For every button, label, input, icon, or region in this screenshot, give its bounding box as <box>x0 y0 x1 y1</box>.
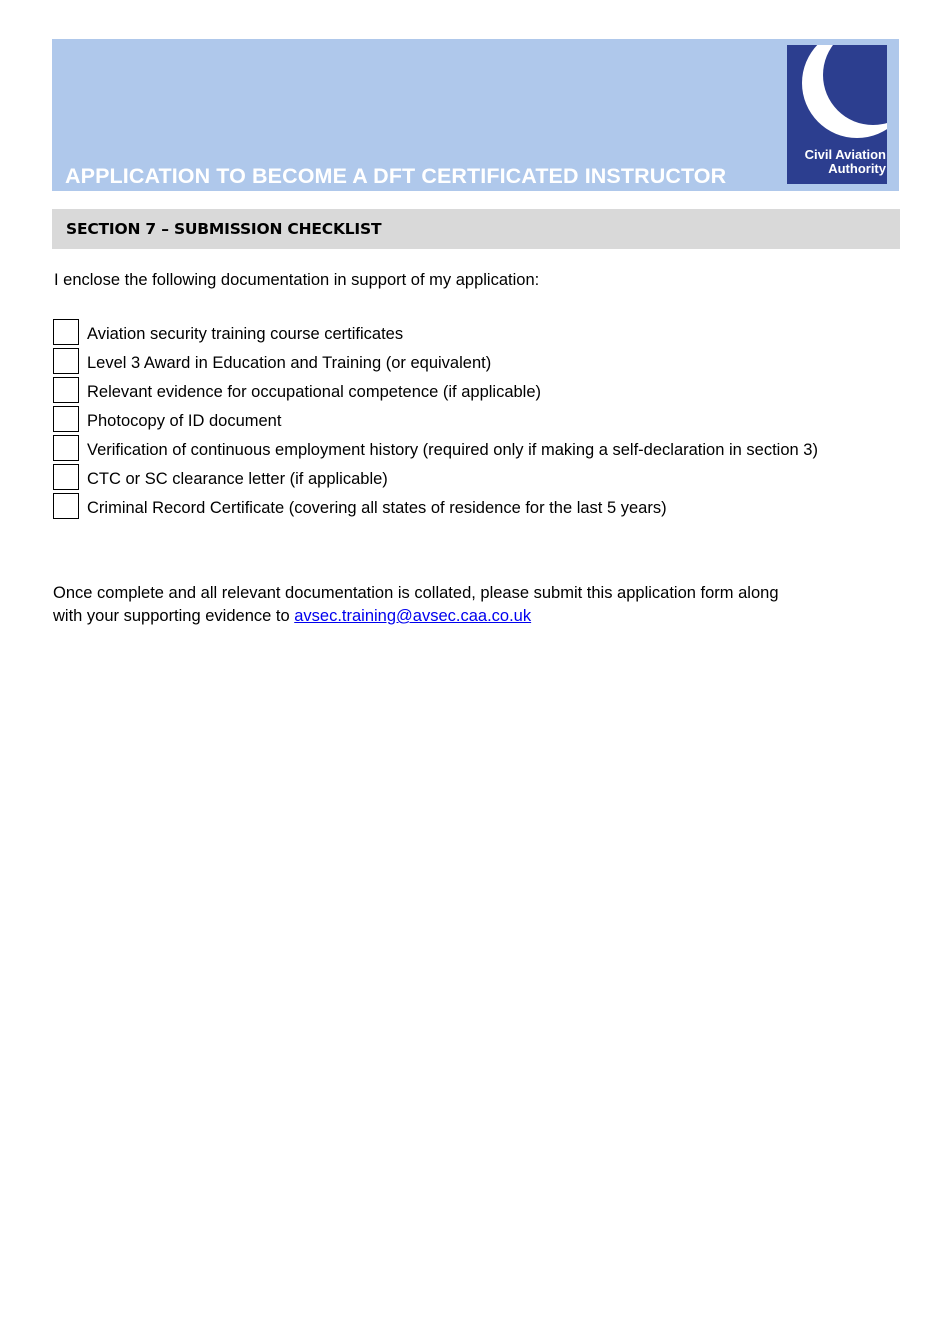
checklist-item-label: Photocopy of ID document <box>87 412 282 430</box>
checklist-item <box>52 347 932 376</box>
checkbox[interactable] <box>53 319 79 345</box>
closing-line-2-prefix: with your supporting evidence to <box>53 607 295 625</box>
header-banner <box>52 39 899 191</box>
checklist-item <box>52 434 932 463</box>
section-header <box>52 209 900 249</box>
email-link[interactable]: avsec.training@avsec.caa.co.uk <box>294 607 532 625</box>
closing-paragraph <box>53 582 873 628</box>
checkbox[interactable] <box>53 493 79 519</box>
checklist-item <box>52 318 932 347</box>
checkbox[interactable] <box>53 377 79 403</box>
checklist-item <box>52 463 932 492</box>
checkbox[interactable] <box>53 464 79 490</box>
checklist-item-label: Relevant evidence for occupational competence (if applicable) <box>87 383 542 401</box>
submission-checklist <box>52 318 932 521</box>
checkbox[interactable] <box>53 348 79 374</box>
closing-line-2 <box>53 605 873 628</box>
logo-line-2: Authority <box>828 161 886 176</box>
logo-text <box>805 148 886 176</box>
intro-text: I enclose the following documentation in support of my application: <box>54 271 540 289</box>
section-title: SECTION 7 – SUBMISSION CHECKLIST <box>66 220 382 238</box>
document-title: APPLICATION TO BECOME A DFT CERTIFICATED INSTRUCTOR <box>65 164 727 188</box>
caa-logo <box>787 45 887 184</box>
checklist-item <box>52 492 932 521</box>
checkbox[interactable] <box>53 406 79 432</box>
checkbox[interactable] <box>53 435 79 461</box>
checklist-item-label: Criminal Record Certificate (covering all states of residence for the last 5 years) <box>87 499 667 517</box>
logo-line-1: Civil Aviation <box>804 147 886 162</box>
checklist-item-label: Aviation security training course certificates <box>87 325 404 343</box>
checklist-item-label: Verification of continuous employment history (required only if making a self-declaration in section 3) <box>87 441 818 459</box>
closing-line-1: Once complete and all relevant documentation is collated, please submit this application form along <box>53 584 779 602</box>
checklist-item-label: CTC or SC clearance letter (if applicable) <box>87 470 388 488</box>
checklist-item <box>52 405 932 434</box>
checklist-item-label: Level 3 Award in Education and Training (or equivalent) <box>87 354 492 372</box>
checklist-item <box>52 376 932 405</box>
